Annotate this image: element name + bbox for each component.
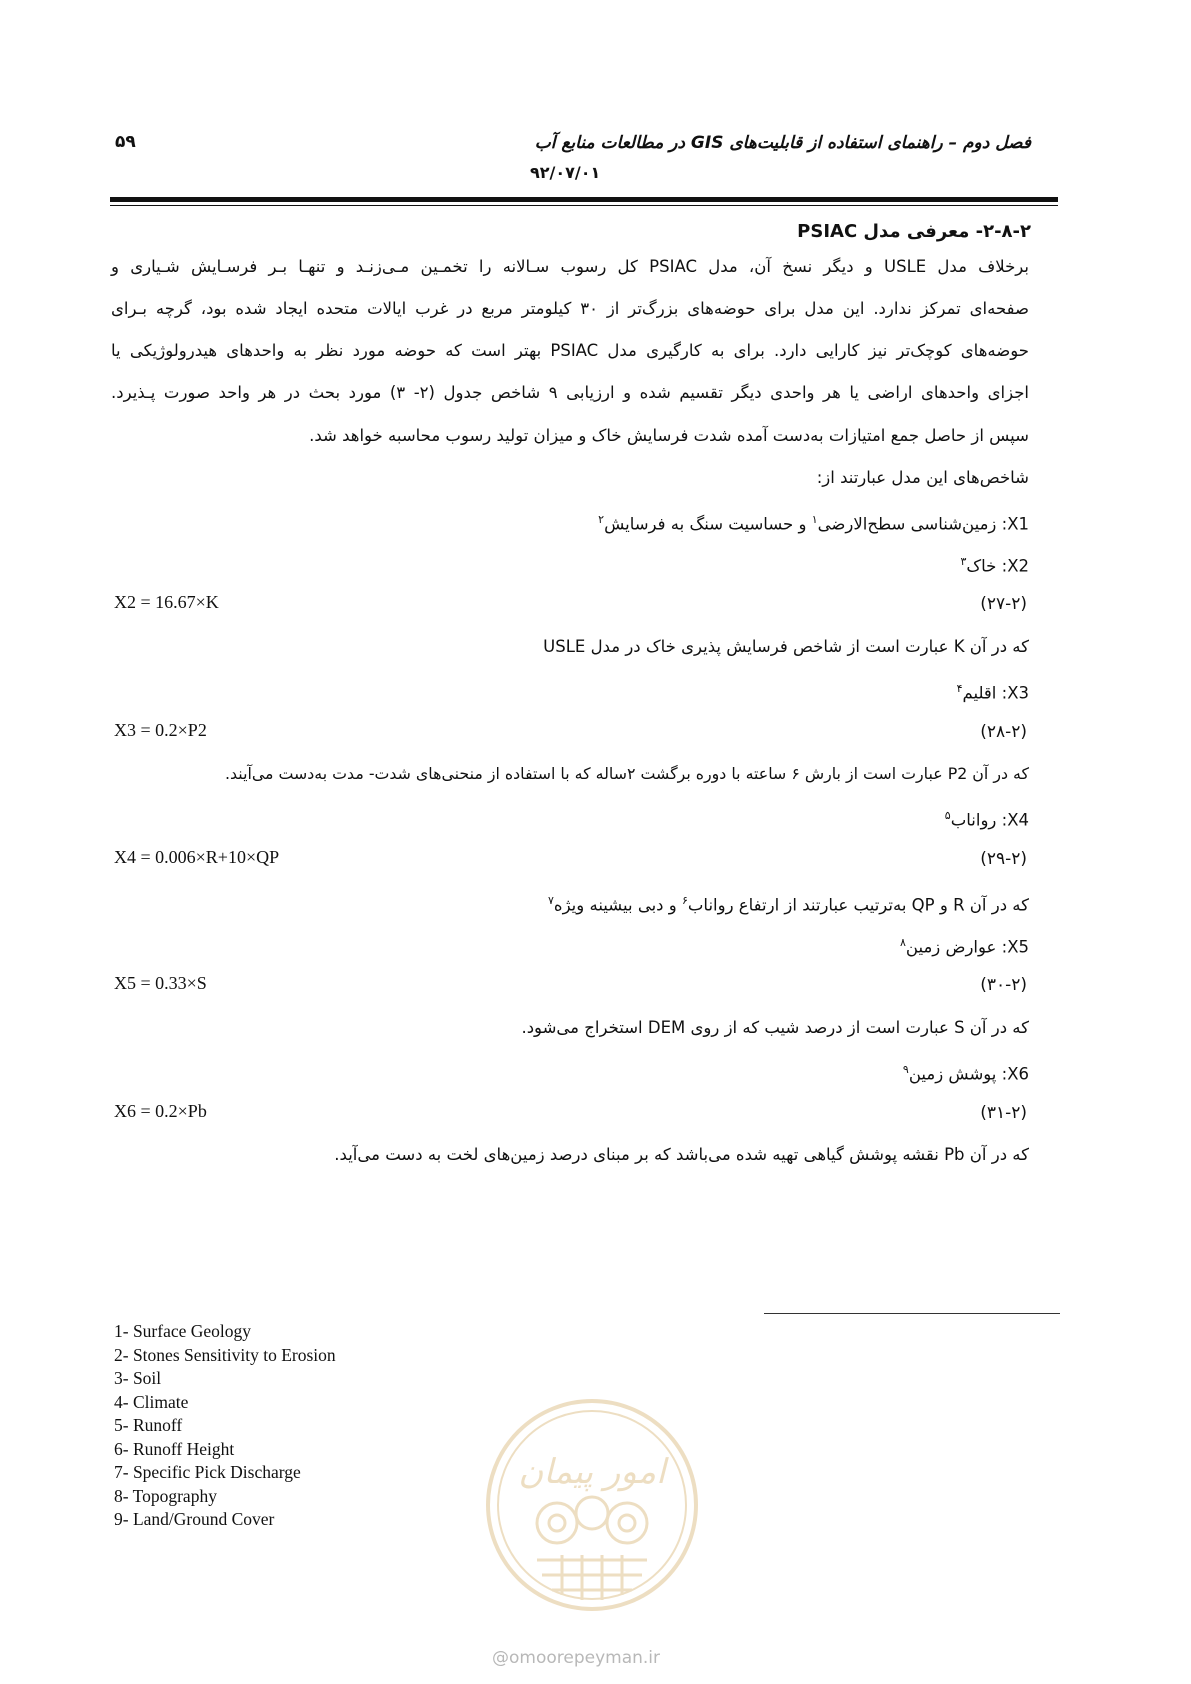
- footnote-ref: ۵: [944, 809, 951, 822]
- header-date: ۹۲/۰۷/۰۱: [530, 163, 601, 182]
- footnote-item: 9- Land/Ground Cover: [114, 1509, 275, 1529]
- footnote-item: 4- Climate: [114, 1391, 189, 1412]
- explanation-text: که در آن R و QP به‌ترتیب عبارتند از ارتفاع رواناب: [687, 895, 1029, 915]
- watermark-url: @omoorepeyman.ir: [492, 1648, 661, 1668]
- explanation-r-qp: [548, 889, 1029, 918]
- explanation-s: که در آن S عبارت است از درصد شیب که از روی DEM استخراج می‌شود.: [521, 1018, 1029, 1037]
- footnote-separator: [764, 1313, 1060, 1314]
- indicator-x6: [903, 1058, 1029, 1087]
- equation-formula: X5 = 0.33×S: [114, 973, 207, 993]
- indicator-x2: [960, 550, 1029, 579]
- equation-number: (۳۰-۲): [980, 975, 1027, 995]
- paragraph-line: حوضه‌های کوچک‌تر نیز کارایی دارد. برای به کارگیری مدل PSIAC بهتر است که حوضه مورد نظر به واحدهای هیدرولوژیکی یا: [111, 341, 1029, 360]
- equation-number: (۲۹-۲): [980, 849, 1027, 869]
- indicator-label: X1: زمین‌شناسی سطح‌الارضی: [817, 514, 1029, 534]
- explanation-pb: که در آن Pb نقشه پوشش گیاهی تهیه شده می‌باشد که بر مبنای درصد زمین‌های لخت به دست می‌آید.: [334, 1145, 1029, 1164]
- equation-number: (۲۸-۲): [980, 722, 1027, 742]
- equation-number: (۳۱-۲): [980, 1103, 1027, 1123]
- equation-number: (۲۷-۲): [980, 594, 1027, 614]
- footnote-ref: ۷: [548, 894, 554, 907]
- footnote-ref: ۹: [902, 1063, 909, 1076]
- footnote-item: 5- Runoff: [114, 1415, 183, 1435]
- footnote-ref: ۸: [900, 936, 906, 949]
- indicator-label: X4: رواناب: [950, 810, 1029, 830]
- paragraph-line: سپس از حاصل جمع امتیازات به‌دست آمده شدت فرسایش خاک و میزان تولید رسوب محاسبه خواهد شد.: [309, 426, 1029, 445]
- footnote-item: 3- Soil: [114, 1368, 162, 1388]
- footnote-ref: ۴: [956, 682, 963, 695]
- footnote-ref: ۱: [811, 513, 818, 526]
- section-heading: ۲-۸-۲- معرفی مدل PSIAC: [797, 221, 1031, 242]
- indicator-label: X2: خاک: [966, 556, 1029, 576]
- paragraph-line: صفحه‌ای تمرکز ندارد. این مدل برای حوضه‌های بزرگ‌تر از ۳۰ کیلومتر مربع در غرب ایالات متحده ایجاد شده بود، گرچه بـرای: [111, 299, 1029, 318]
- footnote-ref: ۳: [960, 555, 967, 568]
- header-rule-thick: [110, 197, 1058, 202]
- indicator-x3: [957, 677, 1029, 706]
- footnote-item: 6- Runoff Height: [114, 1438, 235, 1459]
- equation-formula: X3 = 0.2×P2: [114, 720, 207, 740]
- paragraph-line: اجزای واحدهای اراضی یا هر واحدی دیگر تقسیم شده و ارزیابی ۹ شاخص جدول (۲- ۳) مورد بحث در هر واحد صورت پـذیرد.: [111, 383, 1029, 402]
- indicator-label: X5: عوارض زمین: [905, 937, 1029, 957]
- indicator-x4: [945, 804, 1029, 833]
- footnote-ref: ۶: [681, 894, 688, 907]
- footnote-item: 7- Specific Pick Discharge: [114, 1462, 301, 1482]
- explanation-p2: که در آن P2 عبارت است از بارش ۶ ساعته با دوره برگشت ۲ساله که با استفاده از منحنی‌های شدت- مدت به‌دست می‌آیند.: [224, 764, 1029, 783]
- paragraph-line: برخلاف مدل USLE و دیگر نسخ آن، مدل PSIAC کل رسوب سـالانه را تخمـین مـی‌زنـد و تنهـا بـر فرسـایش شـیاری و: [111, 257, 1029, 276]
- indicator-label: X3: اقلیم: [962, 683, 1029, 703]
- indicator-x5: [900, 931, 1029, 960]
- indicator-label: X6: پوشش زمین: [908, 1064, 1029, 1084]
- equation-formula: X4 = 0.006×R+10×QP: [114, 847, 280, 867]
- running-header-title: فصل دوم – راهنمای استفاده از قابلیت‌های GIS در مطالعات منابع آب: [534, 133, 1031, 153]
- footnote-ref: ۲: [598, 513, 605, 526]
- page-number: ۵۹: [115, 132, 136, 152]
- footnote-item: 8- Topography: [114, 1485, 217, 1506]
- footnotes-list: [114, 1320, 336, 1532]
- equation-formula: X2 = 16.67×K: [114, 592, 219, 612]
- explanation-k: که در آن K عبارت است از شاخص فرسایش پذیری خاک در مدل USLE: [543, 637, 1029, 656]
- indicator-x1: [598, 508, 1029, 537]
- svg-text:امور پیمان: امور پیمان: [518, 1452, 666, 1492]
- watermark-seal-logo: [482, 1395, 702, 1615]
- footnote-item: 1- Surface Geology: [114, 1321, 252, 1341]
- header-rule-thin: [110, 205, 1058, 206]
- explanation-text-continued: و دبی بیشینه ویژه: [553, 895, 682, 915]
- equation-formula: X6 = 0.2×Pb: [114, 1101, 207, 1121]
- footnote-item: 2- Stones Sensitivity to Erosion: [114, 1344, 336, 1365]
- indicators-intro: شاخص‌های این مدل عبارتند از:: [816, 468, 1029, 487]
- indicator-label-continued: و حساسیت سنگ به فرسایش: [604, 514, 812, 534]
